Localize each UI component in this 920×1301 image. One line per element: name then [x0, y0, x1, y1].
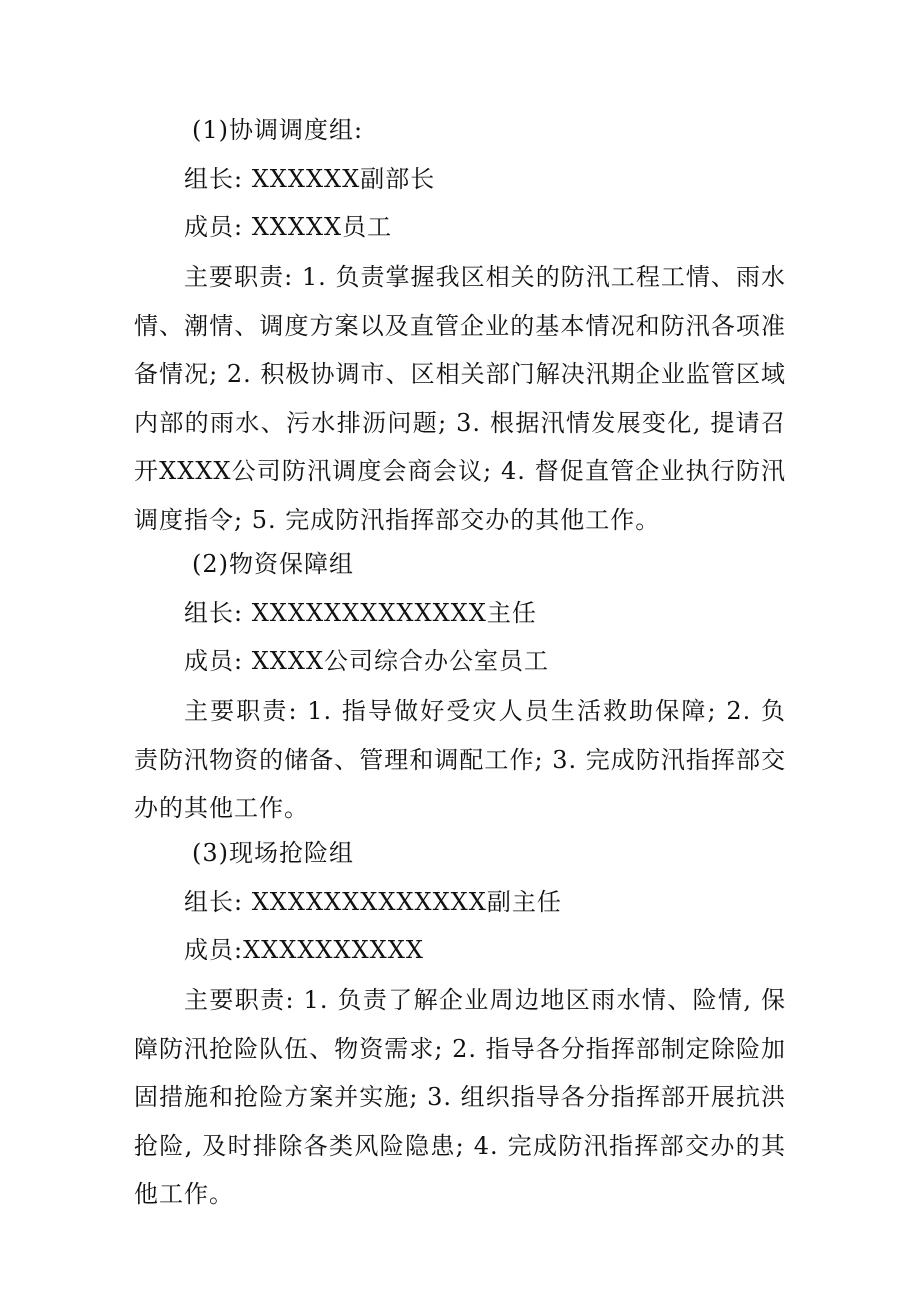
- section-3-heading: (3)现场抢险组: [192, 839, 354, 867]
- section-2-leader: 组长: XXXXXXXXXXXXX主任: [184, 599, 537, 627]
- section-1-members: 成员: XXXXX员工: [184, 213, 393, 241]
- section-1-heading: (1)协调调度组:: [192, 116, 364, 144]
- section-2-duties: 主要职责: 1. 指导做好受灾人员生活救助保障; 2. 负责防汛物资的储备、管理和调配工作; 3. 完成防汛指挥部交办的其他工作。: [134, 697, 786, 822]
- section-2-heading: (2)物资保障组: [192, 550, 354, 578]
- section-2-members: 成员: XXXX公司综合办公室员工: [184, 647, 550, 675]
- section-3-members: 成员:XXXXXXXXXX: [184, 936, 424, 964]
- section-3-duties: 主要职责: 1. 负责了解企业周边地区雨水情、险情, 保障防汛抢险队伍、物资需求; 2. 指导各分指挥部制定除险加固措施和抢险方案并实施; 3. 组织指导各分指挥部开展抗洪抢险, 及时排除各类风险隐患; 4. 完成防汛指挥部交办的其他工作。: [134, 986, 786, 1208]
- section-1-duties: 主要职责: 1. 负责掌握我区相关的防汛工程工情、雨水情、潮情、调度方案以及直管企业的基本情况和防汛各项准备情况; 2. 积极协调市、区相关部门解决汛期企业监管区域内部的雨水、污水排沥问题; 3. 根据汛情发展变化, 提请召开XXXX公司防汛调度会商会议; 4. 督促直管企业执行防汛调度指令; 5. 完成防汛指挥部交办的其他工作。: [134, 263, 786, 534]
- section-1-leader: 组长: XXXXXX副部长: [184, 165, 436, 193]
- section-3-leader: 组长: XXXXXXXXXXXXX副主任: [184, 888, 562, 916]
